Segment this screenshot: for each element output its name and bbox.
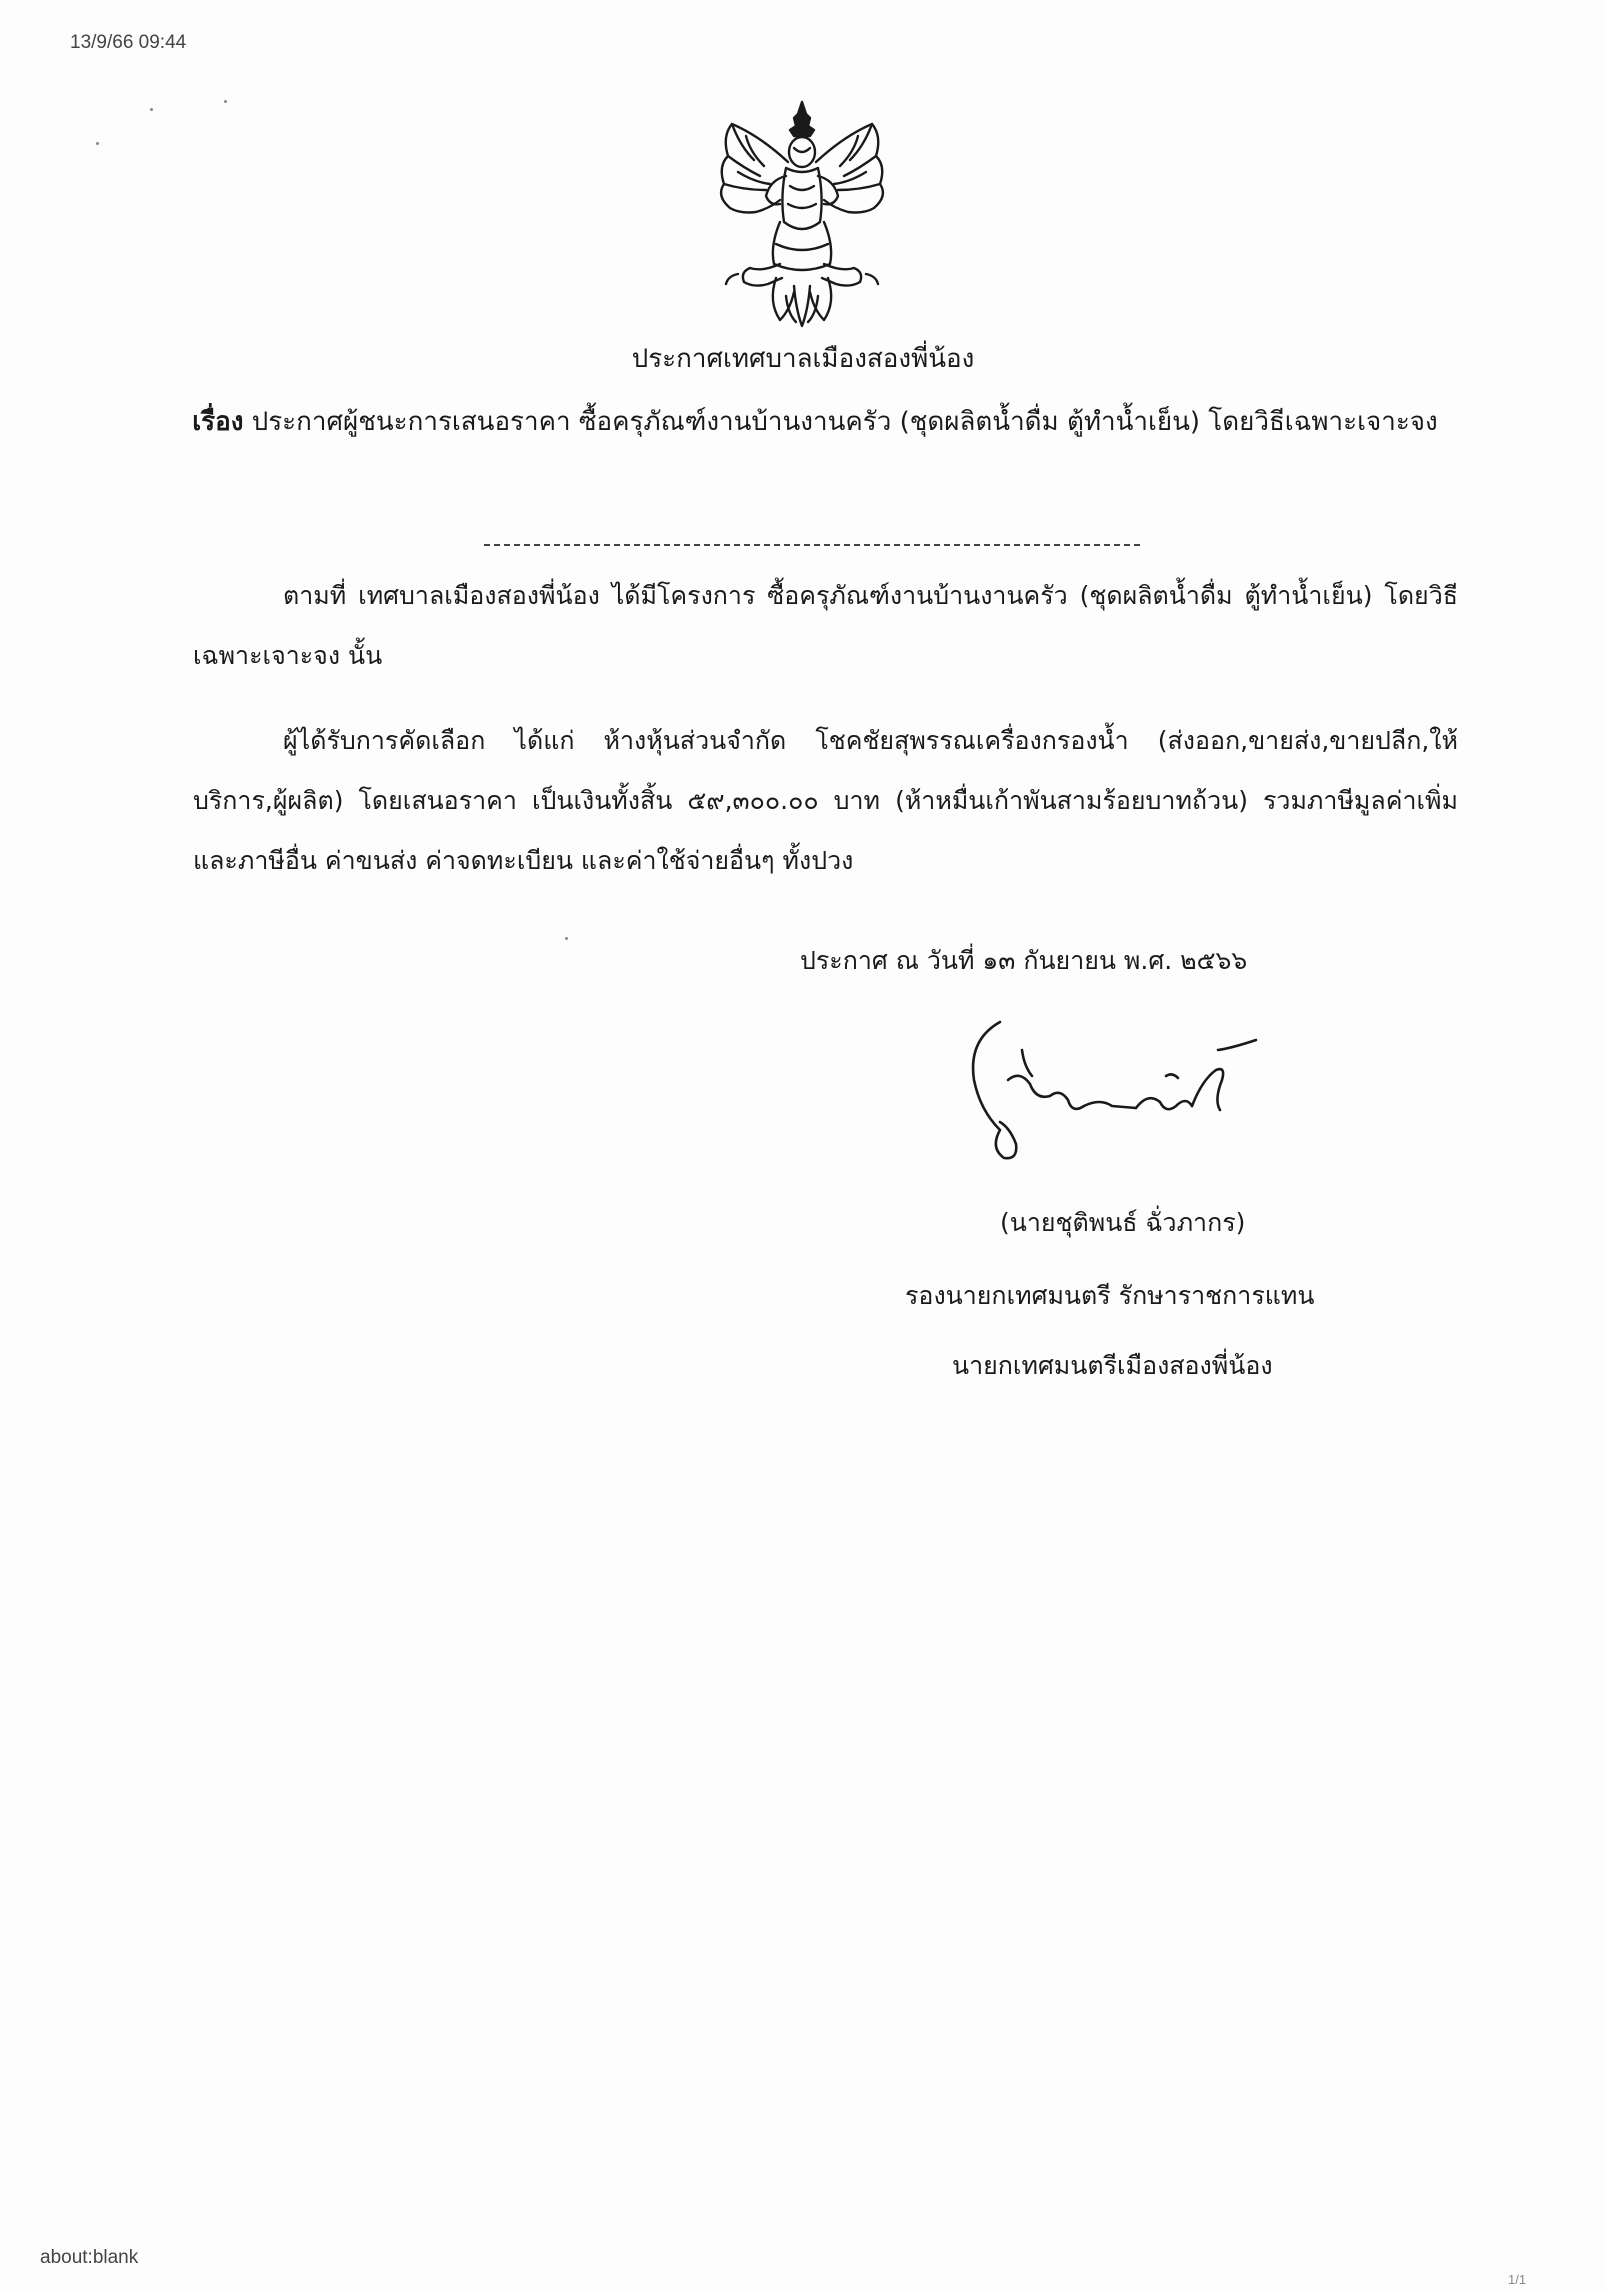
- body-paragraph-1: ตามที่ เทศบาลเมืองสองพี่น้อง ได้มีโครงการ ซื้อครุภัณฑ์งานบ้านงานครัว (ชุดผลิตน้ำดื่ม ตู้ทำน้ำเย็น) โดยวิธีเฉพาะเจาะจง นั้น: [193, 581, 1458, 670]
- scan-speck: [96, 142, 99, 145]
- scan-speck: [224, 100, 227, 103]
- scan-speck: [150, 108, 153, 111]
- document-title: ประกาศเทศบาลเมืองสองพี่น้อง: [631, 344, 975, 374]
- signer-position: รองนายกเทศมนตรี รักษาราชการแทน: [905, 1281, 1315, 1310]
- subject-text: ประกาศผู้ชนะการเสนอราคา ซื้อครุภัณฑ์งานบ้านงานครัว (ชุดผลิตน้ำดื่ม ตู้ทำน้ำเย็น) โดยวิธีเฉพาะเจาะจง: [251, 407, 1438, 437]
- body-paragraph-2: ผู้ได้รับการคัดเลือก ได้แก่ ห้างหุ้นส่วนจำกัด โชคชัยสุพรรณเครื่องกรองน้ำ (ส่งออก,ขายส่ง,ขายปลีก,ให้บริการ,ผู้ผลิต) โดยเสนอราคา เป็นเงินทั้งสิ้น ๕๙,๓๐๐.๐๐ บาท (ห้าหมื่นเก้าพันสามร้อยบาทถ้วน) รวมภาษีมูลค่าเพิ่มและภาษีอื่น ค่าขนส่ง ค่าจดทะเบียน และค่าใช้จ่ายอื่นๆ ทั้งปวง: [193, 726, 1458, 875]
- print-footer-url: about:blank: [40, 2247, 139, 2268]
- print-timestamp: 13/9/66 09:44: [70, 32, 187, 53]
- scan-speck: [565, 937, 568, 940]
- signer-position-title: นายกเทศมนตรีเมืองสองพี่น้อง: [952, 1351, 1273, 1380]
- subject-label: เรื่อง: [192, 407, 244, 437]
- announcement-date: ประกาศ ณ วันที่ ๑๓ กันยายน พ.ศ. ๒๕๖๖: [800, 946, 1248, 975]
- print-footer-page: 1/1: [1508, 2272, 1527, 2287]
- signer-name: (นายชุติพนธ์ ฉั่วภากร): [1000, 1208, 1246, 1237]
- handwritten-signature-icon: [960, 1010, 1260, 1165]
- document-subject: [170, 392, 1460, 452]
- garuda-emblem-icon: [710, 96, 895, 331]
- dashed-separator: [484, 544, 1140, 546]
